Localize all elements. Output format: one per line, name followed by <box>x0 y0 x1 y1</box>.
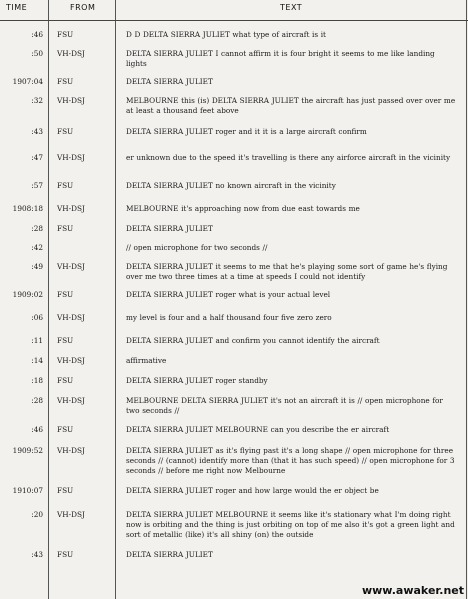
from-cell: VH-DSJ <box>57 510 85 519</box>
table-header <box>0 0 468 21</box>
from-cell: VH-DSJ <box>57 396 85 405</box>
time-cell: :11 <box>31 336 43 345</box>
from-cell: FSU <box>57 127 74 136</box>
text-column-header: TEXT <box>280 3 303 12</box>
from-cell: VH-DSJ <box>57 96 85 105</box>
time-cell: :46 <box>31 30 43 39</box>
from-cell: FSU <box>57 425 74 434</box>
time-cell: 1909:02 <box>12 290 43 299</box>
text-cell: DELTA SIERRA JULIET <box>126 77 213 86</box>
text-cell: er unknown due to the speed it's travelling is there any airforce aircraft in the vicinity <box>126 153 451 162</box>
time-cell: 1908:18 <box>12 204 43 213</box>
from-cell: VH-DSJ <box>57 204 85 213</box>
text-cell: DELTA SIERRA JULIET MELBOURNE it seems like it's stationary what I'm doing right now is orbiting and the thing is just orbiting on top of me also it's got a green light and sort of metallic (like) it's all shiny (on) the outside <box>126 510 455 539</box>
from-cell: VH-DSJ <box>57 49 85 58</box>
from-cell: VH-DSJ <box>57 446 85 455</box>
from-cell: VH-DSJ <box>57 262 85 271</box>
text-cell: MELBOURNE it's approaching now from due east towards me <box>126 204 360 213</box>
time-cell: :50 <box>31 49 43 58</box>
text-cell: DELTA SIERRA JULIET I cannot affirm it is four bright it seems to me like landing lights <box>126 49 435 68</box>
text-cell: DELTA SIERRA JULIET roger and it it is a large aircraft confirm <box>126 127 367 136</box>
from-cell: FSU <box>57 290 74 299</box>
from-cell: VH-DSJ <box>57 313 85 322</box>
text-cell: // open microphone for two seconds // <box>126 243 268 252</box>
text-cell: affirmative <box>126 356 167 365</box>
text-cell: DELTA SIERRA JULIET MELBOURNE can you describe the er aircraft <box>126 425 390 434</box>
text-cell: DELTA SIERRA JULIET as it's flying past it's a long shape // open microphone for three seconds // (cannot) identify more than (that it has such speed) // open microphone for 3 seconds // before me right now Melbourne <box>126 446 455 475</box>
time-cell: 1909:52 <box>12 446 43 455</box>
from-cell: FSU <box>57 77 74 86</box>
from-cell: FSU <box>57 181 74 190</box>
time-column-header: TIME <box>6 3 28 12</box>
time-cell: :46 <box>31 425 43 434</box>
time-cell: :43 <box>31 550 43 559</box>
from-cell: FSU <box>57 550 74 559</box>
text-cell: DELTA SIERRA JULIET <box>126 550 213 559</box>
text-cell: DELTA SIERRA JULIET and confirm you cannot identify the aircraft <box>126 336 380 345</box>
from-cell: VH-DSJ <box>57 153 85 162</box>
column-divider <box>48 0 49 599</box>
time-cell: :57 <box>31 181 43 190</box>
text-cell: MELBOURNE this (is) DELTA SIERRA JULIET the aircraft has just passed over over me at least a thousand feet above <box>126 96 456 115</box>
from-cell: FSU <box>57 376 74 385</box>
time-cell: :43 <box>31 127 43 136</box>
column-divider <box>466 0 467 599</box>
text-cell: MELBOURNE DELTA SIERRA JULIET it's not an aircraft it is // open microphone for two seconds // <box>126 396 443 415</box>
from-cell: FSU <box>57 486 74 495</box>
from-cell: FSU <box>57 30 74 39</box>
text-cell: DELTA SIERRA JULIET no known aircraft in the vicinity <box>126 181 336 190</box>
time-cell: :18 <box>31 376 43 385</box>
from-column-header: FROM <box>70 3 96 12</box>
time-cell: :47 <box>31 153 43 162</box>
time-cell: :28 <box>31 224 43 233</box>
text-cell: DELTA SIERRA JULIET roger and how large would the er object be <box>126 486 379 495</box>
text-cell: DELTA SIERRA JULIET roger standby <box>126 376 268 385</box>
time-cell: :20 <box>31 510 43 519</box>
text-cell: DELTA SIERRA JULIET it seems to me that he's playing some sort of game he's flying over me two three times at a time at speeds I could not identify <box>126 262 448 281</box>
time-cell: :28 <box>31 396 43 405</box>
time-cell: :32 <box>31 96 43 105</box>
time-cell: :06 <box>31 313 43 322</box>
from-cell: FSU <box>57 224 74 233</box>
time-cell: 1907:04 <box>12 77 43 86</box>
time-cell: :14 <box>31 356 43 365</box>
column-divider <box>115 0 116 599</box>
from-cell: FSU <box>57 336 74 345</box>
watermark: www.awaker.net <box>361 584 464 597</box>
text-cell: DELTA SIERRA JULIET roger what is your actual level <box>126 290 331 299</box>
from-cell: VH-DSJ <box>57 356 85 365</box>
time-cell: :42 <box>31 243 43 252</box>
time-cell: 1910:07 <box>12 486 43 495</box>
text-cell: my level is four and a half thousand four five zero zero <box>126 313 332 322</box>
time-cell: :49 <box>31 262 43 271</box>
text-cell: D D DELTA SIERRA JULIET what type of aircraft is it <box>126 30 326 39</box>
text-cell: DELTA SIERRA JULIET <box>126 224 213 233</box>
